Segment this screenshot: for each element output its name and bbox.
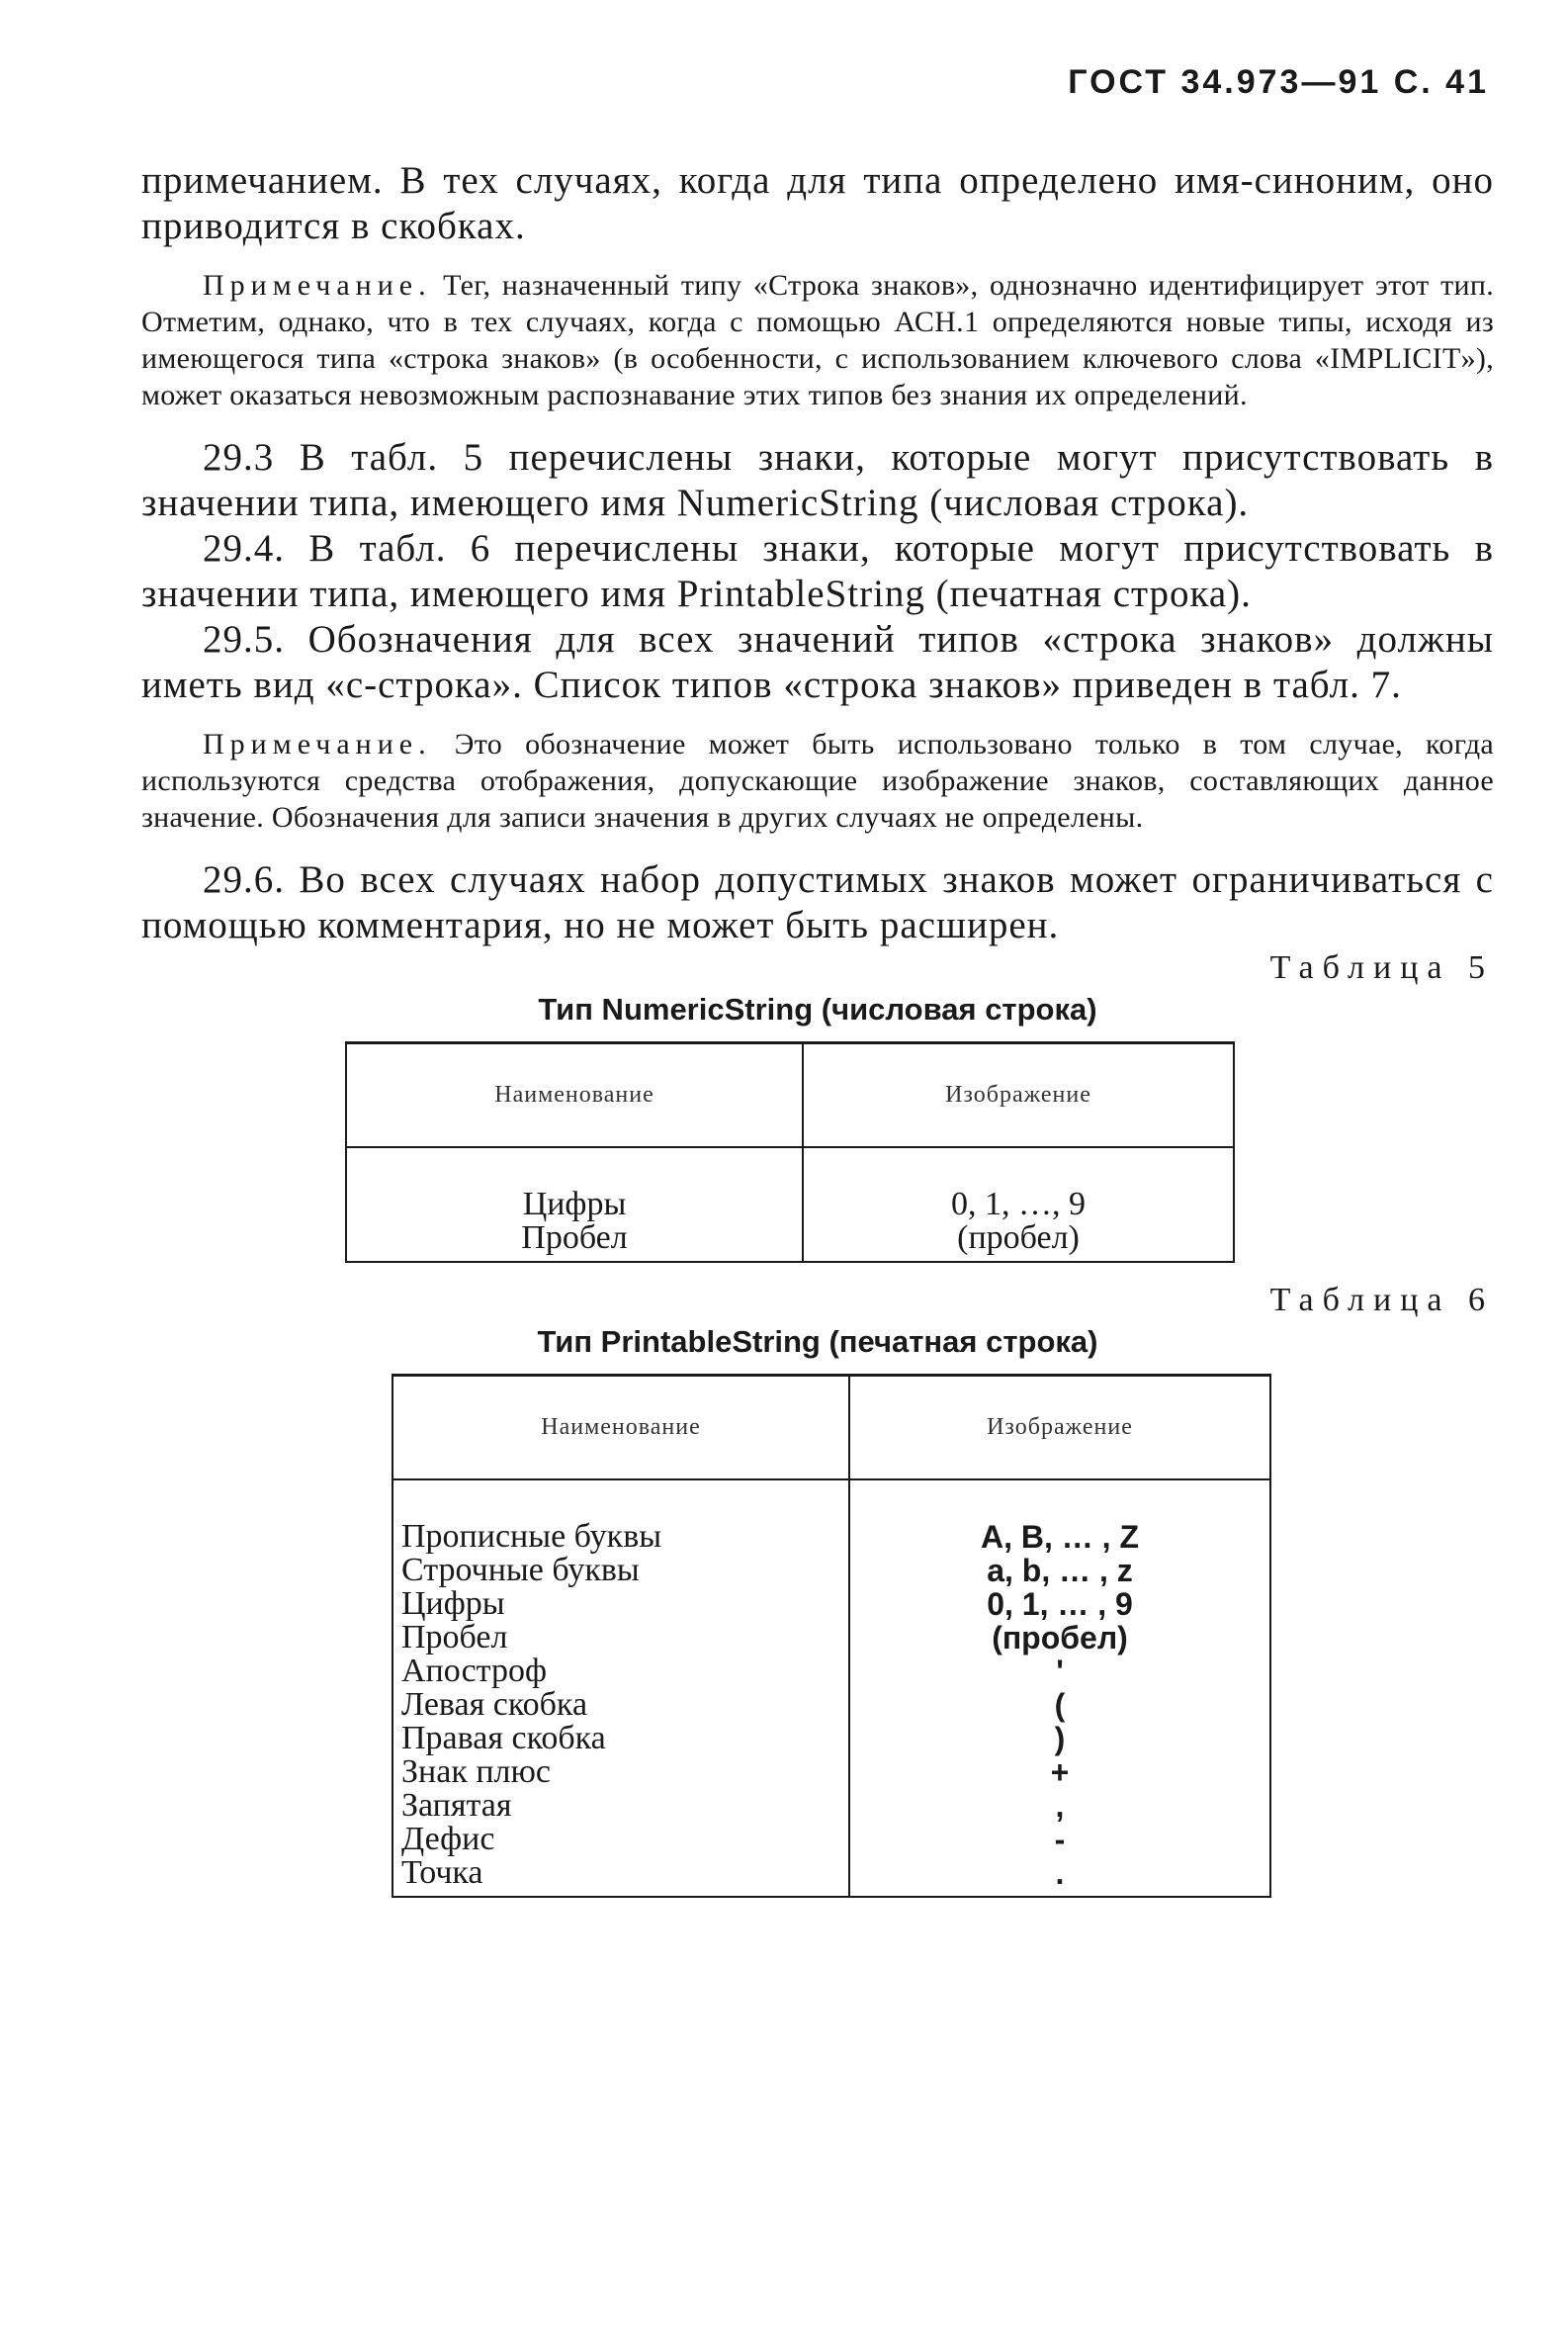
table-row — [392, 1554, 1270, 1587]
table-6-cell-name: Прописные буквы — [392, 1479, 849, 1554]
table-row — [392, 1479, 1270, 1554]
table-6-cell-value: ' — [849, 1655, 1270, 1688]
table-row — [392, 1789, 1270, 1823]
table-row — [346, 1147, 1234, 1221]
table-6-header-image: Изображение — [849, 1376, 1270, 1480]
table-6-cell-value: A, B, … , Z — [849, 1479, 1270, 1554]
table-6-cell-name: Пробел — [392, 1621, 849, 1655]
table-6-cell-name: Запятая — [392, 1789, 849, 1823]
table-row — [392, 1755, 1270, 1789]
table-5-header-image: Изображение — [803, 1043, 1234, 1148]
table-6-cell-value: . — [849, 1856, 1270, 1897]
note-1-text: Тег, назначенный типу «Строка знаков», однозначно идентифицирует этот тип. Отметим, однако, что в тех случаях, когда с помощью АСН.1 определяются новые типы, исходя из имеющегося типа «строка знаков» (в особенности, с использованием ключевого слова «IMPLICIT»), может оказаться невозможным распознавание этих типов без знания их определений. — [141, 269, 1494, 411]
table-6-cell-value: + — [849, 1755, 1270, 1789]
page-content — [141, 158, 1494, 1898]
table-6-cell-name: Правая скобка — [392, 1722, 849, 1755]
table-5-cell-value: (пробел) — [803, 1221, 1234, 1262]
note-2-label: Примечание. — [203, 728, 432, 760]
table-5-cell-value: 0, 1, …, 9 — [803, 1147, 1234, 1221]
table-6-cell-value: - — [849, 1823, 1270, 1856]
table-5-header-name: Наименование — [346, 1043, 803, 1148]
table-6 — [392, 1374, 1271, 1898]
table-6-label: Таблица 6 — [1269, 1282, 1494, 1318]
table-6-cell-name: Левая скобка — [392, 1688, 849, 1722]
table-row — [392, 1587, 1270, 1621]
table-6-cell-value: (пробел) — [849, 1621, 1270, 1655]
note-2 — [141, 726, 1494, 836]
note-2-text: Это обозначение может быть использовано только в том случае, когда используются средства отображения, допускающие изображение знаков, составляющих данное значение. Обозначения для записи значения в других случаях не определены. — [141, 728, 1494, 834]
table-6-cell-value: ( — [849, 1688, 1270, 1722]
clause-29-4: 29.4. В табл. 6 перечислены знаки, которые могут присутствовать в значении типа, имеющего имя PrintableString (печатная строка). — [141, 527, 1494, 615]
table-6-cell-name: Точка — [392, 1856, 849, 1897]
table-6-cell-value: a, b, … , z — [849, 1554, 1270, 1587]
table-5-cell-name: Пробел — [346, 1221, 803, 1262]
table-6-cell-name: Апостроф — [392, 1655, 849, 1688]
table-5-label: Таблица 5 — [1269, 949, 1494, 986]
page-header: ГОСТ 34.973—91 С. 41 — [1068, 63, 1489, 101]
table-row — [392, 1856, 1270, 1897]
note-1 — [141, 267, 1494, 413]
table-5-cell-name: Цифры — [346, 1147, 803, 1221]
table-6-cell-value: , — [849, 1789, 1270, 1823]
table-6-cell-value: 0, 1, … , 9 — [849, 1587, 1270, 1621]
table-row — [346, 1221, 1234, 1262]
table-row — [392, 1688, 1270, 1722]
table-row — [392, 1621, 1270, 1655]
table-row — [392, 1823, 1270, 1856]
clause-29-3: 29.3 В табл. 5 перечислены знаки, которые могут присутствовать в значении типа, имеющего имя NumericString (числовая строка). — [141, 436, 1494, 524]
table-5 — [345, 1041, 1235, 1263]
table-6-header-name: Наименование — [392, 1376, 849, 1480]
note-1-label: Примечание. — [203, 269, 432, 302]
table-row — [392, 1722, 1270, 1755]
table-6-cell-name: Знак плюс — [392, 1755, 849, 1789]
clause-29-6: 29.6. Во всех случаях набор допустимых знаков может ограничиваться с помощью комментария, но не может быть расширен. — [141, 858, 1494, 946]
table-6-cell-name: Цифры — [392, 1587, 849, 1621]
table-row — [392, 1655, 1270, 1688]
clause-29-5: 29.5. Обозначения для всех значений типов «строка знаков» должны иметь вид «с-строка». Список типов «строка знаков» приведен в табл. 7. — [141, 618, 1494, 706]
table-6-title: Тип PrintableString (печатная строка) — [537, 1324, 1098, 1359]
table-6-cell-name: Дефис — [392, 1823, 849, 1856]
paragraph-continuation: примечанием. В тех случаях, когда для типа определено имя-синоним, оно приводится в скобках. — [141, 159, 1494, 247]
table-6-cell-name: Строчные буквы — [392, 1554, 849, 1587]
table-5-title: Тип NumericString (числовая строка) — [538, 992, 1097, 1027]
table-6-cell-value: ) — [849, 1722, 1270, 1755]
